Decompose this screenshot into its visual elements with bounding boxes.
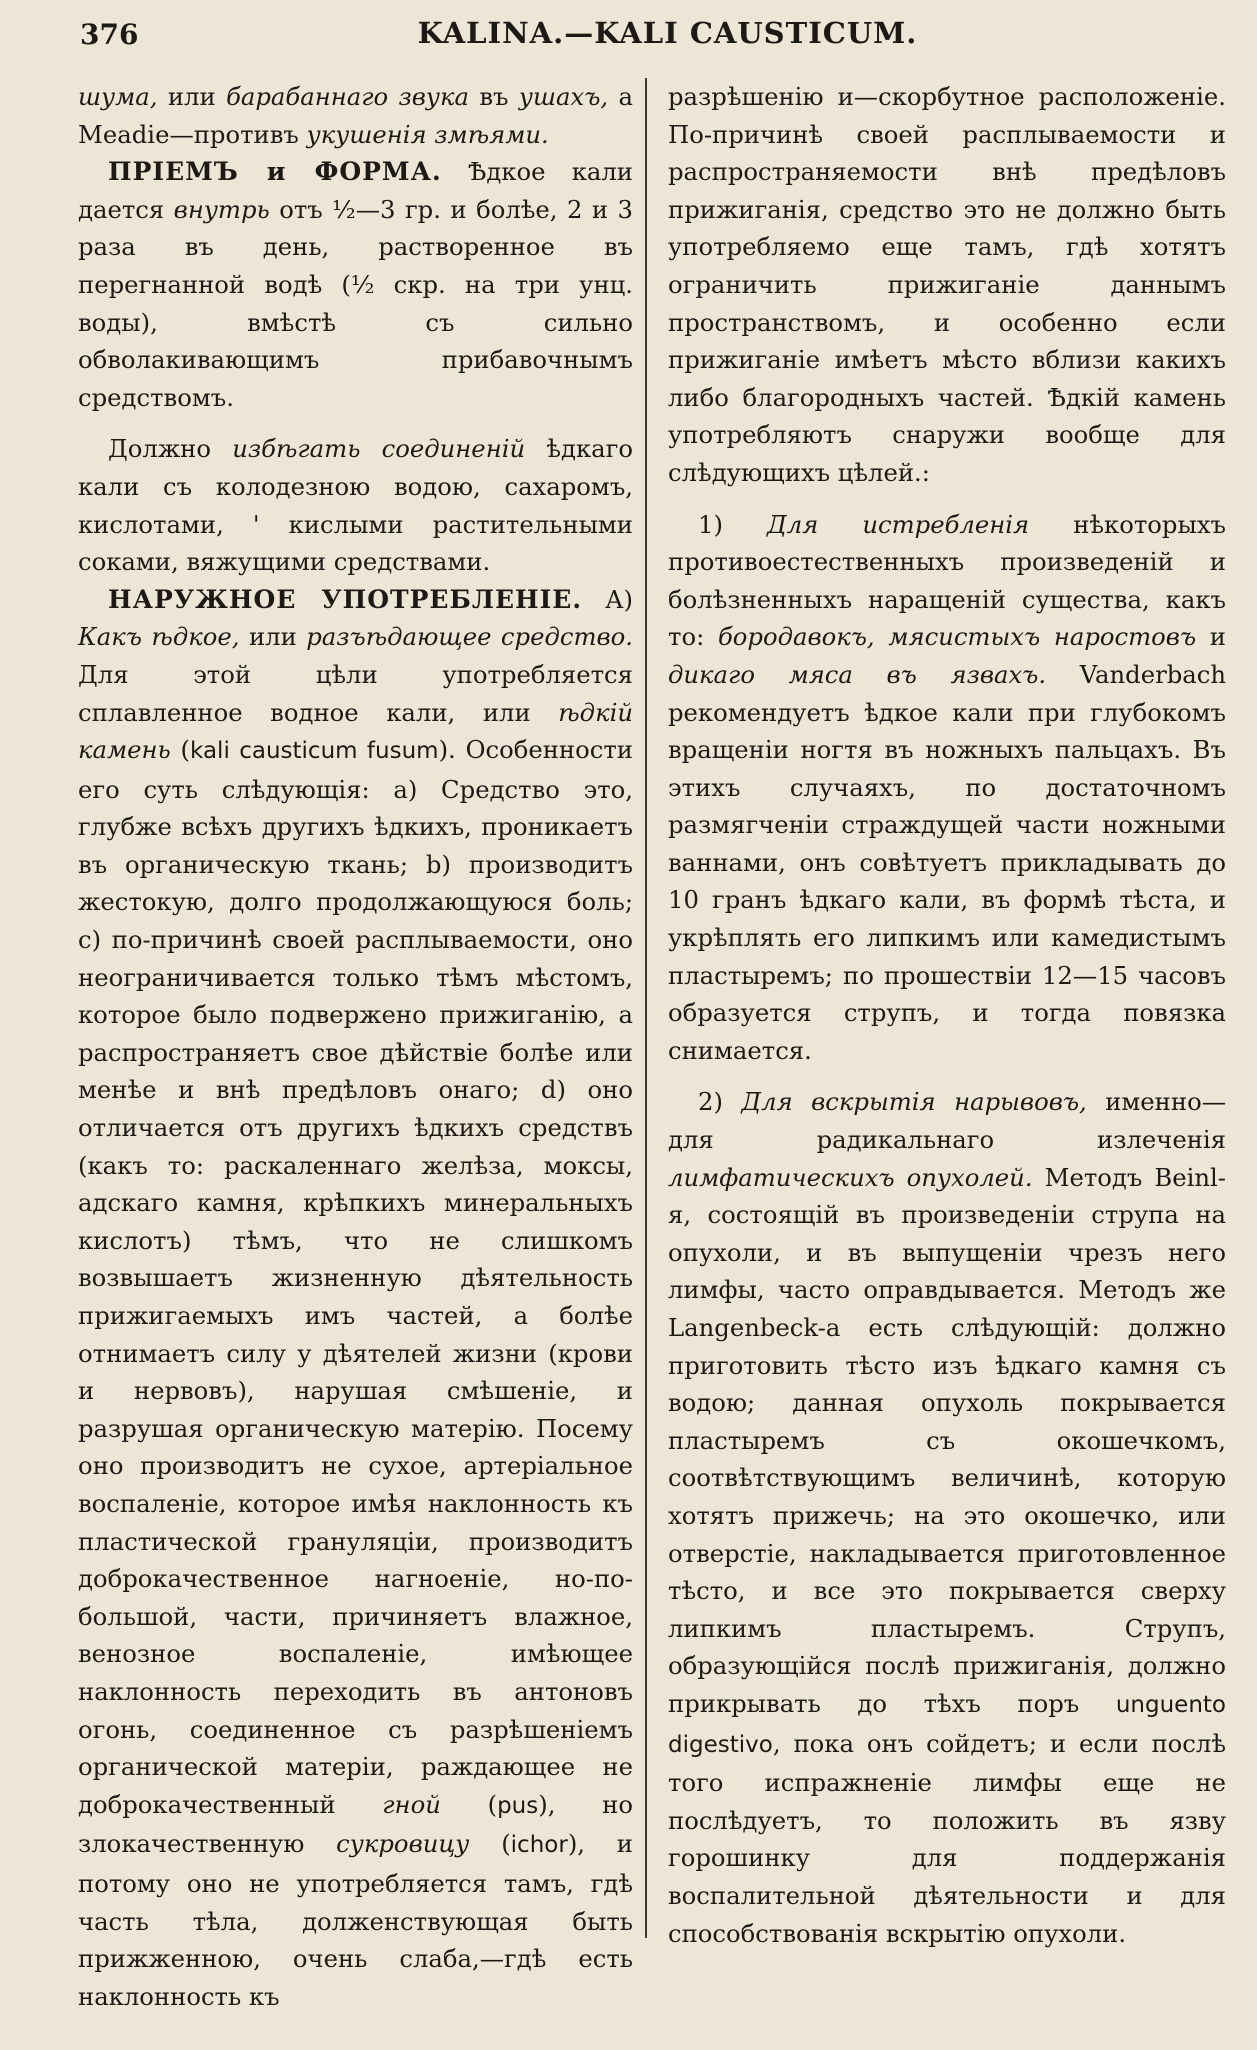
italic-term: укушенія змѣями.: [306, 119, 549, 149]
italic-term: Какъ ѣдкое,: [78, 622, 240, 652]
text-run: и: [1196, 622, 1226, 652]
italic-term: бородавокъ, мясистыхъ наростовъ: [717, 622, 1197, 652]
text-run: А): [582, 584, 633, 614]
text-run: нѣкоторыхъ противоестественныхъ произведеній и болѣзненныхъ наращеній существа, какъ то:: [668, 509, 1226, 652]
page-header: [80, 12, 1225, 74]
text-run: ѣдкаго кали съ колодезною водою, сахаромъ, кислотами, ' кислыми растительными соками, вяжущими средствами.: [78, 434, 633, 577]
text-columns: [78, 78, 1228, 2028]
italic-term: Для вскрытія нарывовъ,: [741, 1087, 1087, 1117]
text-run: именно—для радикальнаго излеченія: [668, 1087, 1226, 1155]
paragraph-incompatibilities: [78, 430, 633, 580]
text-run: ), и потому оно не употребляется тамъ, гдѣ часть тѣла, долженствующая быть прижженною, очень слаба,—гдѣ есть наклонность къ: [78, 1829, 633, 2011]
italic-term: Для истребленія: [767, 509, 1030, 539]
italic-term: внутрь: [173, 194, 270, 224]
item-number: 1): [698, 509, 767, 539]
italic-term: шума,: [78, 82, 158, 111]
left-column: [78, 78, 633, 2015]
latin-term: unguento digestivo: [668, 1691, 1226, 1758]
column-divider: [645, 78, 647, 1938]
paragraph-item-1: [668, 506, 1226, 1070]
section-heading: ПРІЕМЪ и ФОРМА.: [108, 157, 442, 187]
text-run: Ѣдкое кали дается: [78, 157, 633, 224]
item-number: 2): [698, 1087, 742, 1117]
latin-term: pus: [497, 1792, 539, 1819]
italic-term: разъѣдающее средство.: [306, 622, 634, 652]
text-run: Для этой цѣли употребляется сплавленное водное кали, или: [78, 659, 633, 727]
text-run: въ: [469, 82, 519, 111]
latin-term: kali causticum fusum: [190, 738, 439, 765]
italic-term: сукровицу: [336, 1829, 470, 1859]
paragraph-continuation: [668, 78, 1226, 492]
italic-term: ушахъ,: [518, 82, 609, 111]
text-run: ). Особенности его суть слѣдующія: a) Средство это, глубже всѣхъ другихъ ѣдкихъ, проникаетъ въ органическую ткань; b) производитъ жестокую, долго продолжающуюся боль; c) по-причинѣ своей расплываемости, оно неограничивается только тѣмъ мѣстомъ, которое было подвержено прижиганію, а распространяетъ свое дѣйствіе болѣе или менѣе и внѣ предѣловъ онаго; d) оно отличается отъ другихъ ѣдкихъ средствъ (какъ то: раскаленнаго желѣза, моксы, адскаго камня, крѣпкихъ минеральныхъ кислотъ) тѣмъ, что не слишкомъ возвышаетъ жизненную дѣятельность прижигаемыхъ имъ частей, а болѣе отнимаетъ силу у дѣятелей жизни (крови и нервовъ), нарушая смѣшеніе, и разрушая органическую матерію. Посему оно производитъ не сухое, артеріальное воспаленіе, которое имѣя наклонность къ пластической грануляціи, производитъ доброкачественное нагноеніе, но-по-большой, части, причиняетъ влажное, венозное воспаленіе, имѣющее наклонность переходить въ антоновъ огонь, соединенное съ разрѣшеніемъ органической матеріи, раждающее не доброкачественный: [78, 735, 633, 1819]
running-head: KALINA.—KALI CAUSTICUM.: [417, 16, 918, 50]
text-run: (: [440, 1789, 498, 1819]
text-run: или: [157, 82, 227, 111]
italic-term: ѣдкій камень: [78, 697, 633, 765]
text-run: а Meadie—противъ: [78, 82, 633, 149]
italic-term: барабаннаго звука: [226, 82, 469, 111]
text-run: (: [170, 735, 191, 765]
paragraph-continuation: [78, 78, 633, 153]
latin-term: ichor: [510, 1832, 568, 1859]
paragraph-item-2: [668, 1083, 1226, 1952]
text-run: Методъ Beinl-я, состоящій въ произведеніи струпа на опухоли, и въ выпущеніи чрезъ него лимфы, часто оправдывается. Методъ же Langenbeck-а есть слѣдующій: должно приготовить тѣсто изъ ѣдкаго камня съ водою; данная опухоль покрывается пластыремъ съ окошечкомъ, соотвѣтствующимъ величинѣ, которую хотятъ прижечь; на это окошечко, или отверстіе, накладывается приготовленное тѣсто, и все это покрывается сверху липкимъ пластыремъ. Струпъ, образующійся послѣ прижиганія, должно прикрывать до тѣхъ поръ: [668, 1162, 1226, 1718]
italic-term: гной: [382, 1789, 441, 1819]
section-heading: НАРУЖНОЕ УПОТРЕБЛЕНІЕ.: [108, 584, 583, 614]
italic-term: дикаго мяса въ язвахъ.: [668, 659, 1047, 689]
text-run: отъ ½—3 гр. и болѣе, 2 и 3 раза въ день, растворенное въ перегнанной водѣ (½ скр. на три унц. воды), вмѣстѣ съ сильно обволакивающимъ прибавочнымъ средствомъ.: [78, 194, 633, 412]
text-run: , пока онъ сойдетъ; и если послѣ того испражненіе лимфы еще не послѣдуетъ, то положить въ язву горошинку для поддержанія воспалительной дѣятельности и для способствованія вскрытію опухоли.: [668, 1728, 1226, 1948]
page-number: 376: [80, 18, 139, 51]
text-run: Vanderbach рекомендуетъ ѣдкое кали при глубокомъ вращеніи ногтя въ ножныхъ пальцахъ. Въ этихъ случаяхъ, по достаточномъ размягченіи страждущей части ножными ваннами, онъ совѣтуетъ прикладывать до 10 гранъ ѣдкаго кали, въ формѣ тѣста, и укрѣплять его липкимъ или камедистымъ пластыремъ; по прошествіи 12—15 часовъ образуется струпъ, и тогда повязка снимается.: [668, 659, 1226, 1065]
paragraph-external-use: [78, 581, 633, 2016]
text-run: (: [469, 1829, 511, 1859]
text-run: ), но злокачественную: [78, 1789, 633, 1859]
text-run: разрѣшенію и—скорбутное расположеніе. По-причинѣ своей расплываемости и распространяемости внѣ предѣловъ прижиганія, средство это не должно быть употребляемо еще тамъ, гдѣ хотятъ ограничить прижиганіе даннымъ пространствомъ, и особенно если прижиганіе имѣетъ мѣсто вблизи какихъ либо благородныхъ частей. Ѣдкій камень употребляютъ снаружи вообще для слѣдующихъ цѣлей.:: [668, 82, 1226, 487]
italic-term: лимфатическихъ опухолей.: [668, 1162, 1033, 1192]
right-column: [668, 78, 1226, 1952]
text-run: или: [239, 622, 307, 652]
text-run: Должно: [108, 434, 233, 464]
paragraph-dosage: [78, 153, 633, 416]
italic-term: избѣгать соединеній: [232, 434, 526, 464]
